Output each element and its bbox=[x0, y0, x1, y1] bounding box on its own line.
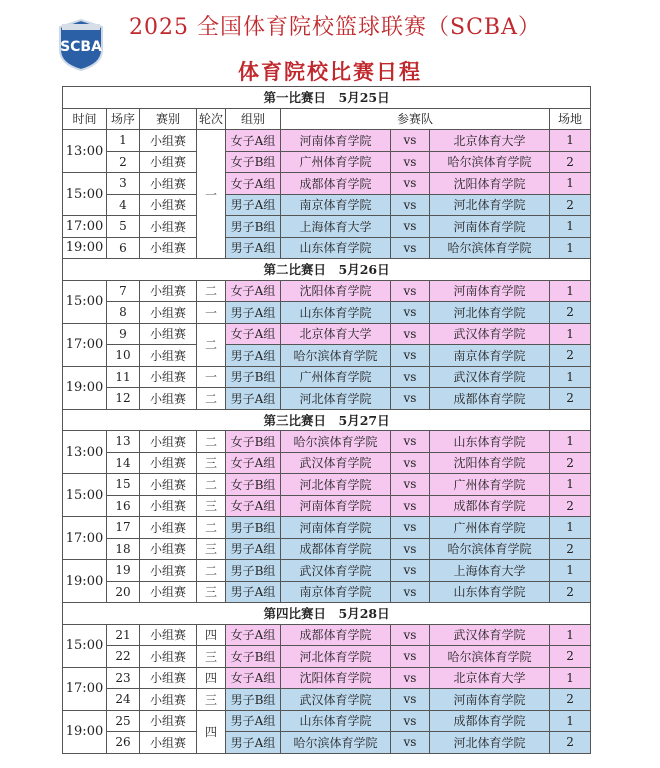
game-row bbox=[63, 280, 591, 302]
team-b: 山东体育学院 bbox=[430, 581, 550, 603]
team-b: 哈尔滨体育学院 bbox=[430, 538, 550, 560]
vs-label: vs bbox=[391, 366, 430, 388]
stage-cell: 小组赛 bbox=[140, 732, 197, 754]
game-row bbox=[63, 689, 591, 711]
game-row bbox=[63, 173, 591, 195]
time-cell: 19:00 bbox=[63, 237, 107, 259]
group-cell: 女子A组 bbox=[226, 173, 281, 195]
round-cell: 二 bbox=[197, 560, 226, 582]
team-a: 武汉体育学院 bbox=[281, 560, 391, 582]
match-number: 6 bbox=[107, 237, 140, 259]
venue-cell: 2 bbox=[550, 732, 591, 754]
stage-cell: 小组赛 bbox=[140, 517, 197, 539]
team-a: 沈阳体育学院 bbox=[281, 280, 391, 302]
match-number: 1 bbox=[107, 130, 140, 152]
vs-label: vs bbox=[391, 302, 430, 324]
venue-cell: 2 bbox=[550, 151, 591, 173]
stage-cell: 小组赛 bbox=[140, 560, 197, 582]
group-cell: 女子A组 bbox=[226, 667, 281, 689]
match-number: 23 bbox=[107, 667, 140, 689]
stage-cell: 小组赛 bbox=[140, 302, 197, 324]
team-a: 哈尔滨体育学院 bbox=[281, 732, 391, 754]
group-cell: 男子A组 bbox=[226, 581, 281, 603]
vs-label: vs bbox=[391, 474, 430, 496]
match-number: 10 bbox=[107, 345, 140, 367]
team-b: 哈尔滨体育学院 bbox=[430, 646, 550, 668]
venue-cell: 2 bbox=[550, 194, 591, 216]
match-number: 20 bbox=[107, 581, 140, 603]
team-b: 河北体育学院 bbox=[430, 302, 550, 324]
vs-label: vs bbox=[391, 237, 430, 259]
venue-cell: 1 bbox=[550, 474, 591, 496]
team-b: 哈尔滨体育学院 bbox=[430, 237, 550, 259]
team-b: 哈尔滨体育学院 bbox=[430, 151, 550, 173]
round-cell: 二 bbox=[197, 517, 226, 539]
round-cell: 三 bbox=[197, 452, 226, 474]
game-row bbox=[63, 538, 591, 560]
column-header-round: 轮次 bbox=[197, 108, 226, 130]
match-number: 7 bbox=[107, 280, 140, 302]
round-cell: 二 bbox=[197, 323, 226, 366]
match-number: 19 bbox=[107, 560, 140, 582]
match-number: 12 bbox=[107, 388, 140, 410]
stage-cell: 小组赛 bbox=[140, 345, 197, 367]
match-number: 8 bbox=[107, 302, 140, 324]
team-b: 沈阳体育学院 bbox=[430, 173, 550, 195]
team-a: 南京体育学院 bbox=[281, 194, 391, 216]
stage-cell: 小组赛 bbox=[140, 280, 197, 302]
stage-cell: 小组赛 bbox=[140, 173, 197, 195]
team-a: 河北体育学院 bbox=[281, 388, 391, 410]
game-row bbox=[63, 452, 591, 474]
game-row bbox=[63, 517, 591, 539]
stage-cell: 小组赛 bbox=[140, 667, 197, 689]
game-row bbox=[63, 366, 591, 388]
game-row bbox=[63, 581, 591, 603]
stage-cell: 小组赛 bbox=[140, 194, 197, 216]
match-number: 9 bbox=[107, 323, 140, 345]
stage-cell: 小组赛 bbox=[140, 710, 197, 732]
match-number: 17 bbox=[107, 517, 140, 539]
day-header: 第四比赛日 5月28日 bbox=[63, 603, 591, 625]
team-b: 广州体育学院 bbox=[430, 517, 550, 539]
group-cell: 女子B组 bbox=[226, 474, 281, 496]
group-cell: 女子B组 bbox=[226, 431, 281, 453]
venue-cell: 1 bbox=[550, 560, 591, 582]
svg-text:SCBA: SCBA bbox=[60, 39, 102, 55]
time-cell: 17:00 bbox=[63, 323, 107, 366]
group-cell: 女子A组 bbox=[226, 323, 281, 345]
vs-label: vs bbox=[391, 280, 430, 302]
round-cell: 三 bbox=[197, 538, 226, 560]
stage-cell: 小组赛 bbox=[140, 452, 197, 474]
venue-cell: 1 bbox=[550, 624, 591, 646]
group-cell: 女子A组 bbox=[226, 280, 281, 302]
vs-label: vs bbox=[391, 388, 430, 410]
team-b: 河北体育学院 bbox=[430, 194, 550, 216]
group-cell: 女子B组 bbox=[226, 151, 281, 173]
game-row bbox=[63, 710, 591, 732]
game-row bbox=[63, 431, 591, 453]
venue-cell: 1 bbox=[550, 323, 591, 345]
round-cell: 一 bbox=[197, 366, 226, 388]
stage-cell: 小组赛 bbox=[140, 474, 197, 496]
game-row bbox=[63, 345, 591, 367]
team-a: 武汉体育学院 bbox=[281, 689, 391, 711]
match-number: 2 bbox=[107, 151, 140, 173]
group-cell: 男子A组 bbox=[226, 388, 281, 410]
group-cell: 女子B组 bbox=[226, 646, 281, 668]
venue-cell: 2 bbox=[550, 646, 591, 668]
team-a: 河南体育学院 bbox=[281, 517, 391, 539]
group-cell: 女子A组 bbox=[226, 452, 281, 474]
round-cell: 二 bbox=[197, 280, 226, 302]
team-b: 成都体育学院 bbox=[430, 710, 550, 732]
team-a: 山东体育学院 bbox=[281, 710, 391, 732]
venue-cell: 1 bbox=[550, 237, 591, 259]
vs-label: vs bbox=[391, 689, 430, 711]
venue-cell: 1 bbox=[550, 667, 591, 689]
team-b: 南京体育学院 bbox=[430, 345, 550, 367]
game-row bbox=[63, 388, 591, 410]
game-row bbox=[63, 624, 591, 646]
stage-cell: 小组赛 bbox=[140, 581, 197, 603]
venue-cell: 1 bbox=[550, 280, 591, 302]
column-header-stage: 赛别 bbox=[140, 108, 197, 130]
stage-cell: 小组赛 bbox=[140, 216, 197, 238]
team-a: 南京体育学院 bbox=[281, 581, 391, 603]
team-b: 北京体育大学 bbox=[430, 667, 550, 689]
team-b: 上海体育大学 bbox=[430, 560, 550, 582]
venue-cell: 2 bbox=[550, 689, 591, 711]
time-cell: 15:00 bbox=[63, 474, 107, 517]
stage-cell: 小组赛 bbox=[140, 538, 197, 560]
match-number: 22 bbox=[107, 646, 140, 668]
game-row bbox=[63, 194, 591, 216]
team-a: 广州体育学院 bbox=[281, 366, 391, 388]
match-number: 3 bbox=[107, 173, 140, 195]
day-header: 第二比赛日 5月26日 bbox=[63, 259, 591, 281]
stage-cell: 小组赛 bbox=[140, 689, 197, 711]
match-number: 21 bbox=[107, 624, 140, 646]
team-b: 山东体育学院 bbox=[430, 431, 550, 453]
game-row bbox=[63, 323, 591, 345]
venue-cell: 2 bbox=[550, 538, 591, 560]
venue-cell: 1 bbox=[550, 173, 591, 195]
vs-label: vs bbox=[391, 560, 430, 582]
game-row bbox=[63, 732, 591, 754]
stage-cell: 小组赛 bbox=[140, 323, 197, 345]
column-header-group: 组别 bbox=[226, 108, 281, 130]
team-a: 山东体育学院 bbox=[281, 302, 391, 324]
schedule-table bbox=[62, 86, 591, 754]
vs-label: vs bbox=[391, 130, 430, 152]
team-a: 广州体育学院 bbox=[281, 151, 391, 173]
round-cell: 一 bbox=[197, 130, 226, 259]
vs-label: vs bbox=[391, 624, 430, 646]
group-cell: 男子B组 bbox=[226, 560, 281, 582]
column-header-venue: 场地 bbox=[550, 108, 591, 130]
vs-label: vs bbox=[391, 495, 430, 517]
game-row bbox=[63, 667, 591, 689]
group-cell: 女子A组 bbox=[226, 624, 281, 646]
time-cell: 15:00 bbox=[63, 280, 107, 323]
vs-label: vs bbox=[391, 194, 430, 216]
group-cell: 男子B组 bbox=[226, 517, 281, 539]
venue-cell: 2 bbox=[550, 452, 591, 474]
round-cell: 一 bbox=[197, 302, 226, 324]
time-cell: 19:00 bbox=[63, 366, 107, 409]
group-cell: 男子A组 bbox=[226, 732, 281, 754]
round-cell: 二 bbox=[197, 474, 226, 496]
venue-cell: 2 bbox=[550, 495, 591, 517]
group-cell: 男子B组 bbox=[226, 366, 281, 388]
time-cell: 15:00 bbox=[63, 624, 107, 667]
venue-cell: 2 bbox=[550, 581, 591, 603]
team-a: 武汉体育学院 bbox=[281, 452, 391, 474]
team-a: 河南体育学院 bbox=[281, 495, 391, 517]
match-number: 5 bbox=[107, 216, 140, 238]
vs-label: vs bbox=[391, 323, 430, 345]
team-b: 广州体育学院 bbox=[430, 474, 550, 496]
team-b: 河南体育学院 bbox=[430, 216, 550, 238]
team-b: 沈阳体育学院 bbox=[430, 452, 550, 474]
group-cell: 男子A组 bbox=[226, 302, 281, 324]
stage-cell: 小组赛 bbox=[140, 495, 197, 517]
round-cell: 三 bbox=[197, 689, 226, 711]
vs-label: vs bbox=[391, 151, 430, 173]
group-cell: 男子B组 bbox=[226, 689, 281, 711]
venue-cell: 1 bbox=[550, 216, 591, 238]
round-cell: 三 bbox=[197, 581, 226, 603]
match-number: 18 bbox=[107, 538, 140, 560]
vs-label: vs bbox=[391, 452, 430, 474]
column-header-time: 时间 bbox=[63, 108, 107, 130]
team-a: 沈阳体育学院 bbox=[281, 667, 391, 689]
team-a: 河北体育学院 bbox=[281, 646, 391, 668]
match-number: 24 bbox=[107, 689, 140, 711]
match-number: 25 bbox=[107, 710, 140, 732]
stage-cell: 小组赛 bbox=[140, 624, 197, 646]
venue-cell: 1 bbox=[550, 710, 591, 732]
game-row bbox=[63, 474, 591, 496]
team-a: 成都体育学院 bbox=[281, 173, 391, 195]
team-b: 成都体育学院 bbox=[430, 388, 550, 410]
team-a: 上海体育大学 bbox=[281, 216, 391, 238]
stage-cell: 小组赛 bbox=[140, 151, 197, 173]
team-b: 武汉体育学院 bbox=[430, 624, 550, 646]
match-number: 11 bbox=[107, 366, 140, 388]
page-subtitle: 体育院校比赛日程 bbox=[238, 59, 422, 84]
group-cell: 女子A组 bbox=[226, 130, 281, 152]
game-row bbox=[63, 302, 591, 324]
stage-cell: 小组赛 bbox=[140, 130, 197, 152]
team-a: 哈尔滨体育学院 bbox=[281, 345, 391, 367]
stage-cell: 小组赛 bbox=[140, 237, 197, 259]
group-cell: 男子A组 bbox=[226, 345, 281, 367]
time-cell: 13:00 bbox=[63, 431, 107, 474]
time-cell: 17:00 bbox=[63, 517, 107, 560]
game-row bbox=[63, 495, 591, 517]
match-number: 26 bbox=[107, 732, 140, 754]
round-cell: 四 bbox=[197, 624, 226, 646]
venue-cell: 1 bbox=[550, 431, 591, 453]
round-cell: 四 bbox=[197, 710, 226, 753]
match-number: 14 bbox=[107, 452, 140, 474]
match-number: 13 bbox=[107, 431, 140, 453]
group-cell: 男子A组 bbox=[226, 710, 281, 732]
column-header-teams: 参赛队 bbox=[281, 108, 550, 130]
day-header: 第一比赛日 5月25日 bbox=[63, 87, 591, 109]
team-b: 河南体育学院 bbox=[430, 689, 550, 711]
time-cell: 17:00 bbox=[63, 216, 107, 238]
team-b: 武汉体育学院 bbox=[430, 323, 550, 345]
team-b: 北京体育大学 bbox=[430, 130, 550, 152]
game-row bbox=[63, 560, 591, 582]
game-row bbox=[63, 237, 591, 259]
stage-cell: 小组赛 bbox=[140, 431, 197, 453]
game-row bbox=[63, 130, 591, 152]
group-cell: 男子A组 bbox=[226, 538, 281, 560]
team-b: 成都体育学院 bbox=[430, 495, 550, 517]
team-a: 河北体育学院 bbox=[281, 474, 391, 496]
match-number: 4 bbox=[107, 194, 140, 216]
group-cell: 男子A组 bbox=[226, 237, 281, 259]
stage-cell: 小组赛 bbox=[140, 388, 197, 410]
game-row bbox=[63, 646, 591, 668]
vs-label: vs bbox=[391, 173, 430, 195]
team-a: 成都体育学院 bbox=[281, 538, 391, 560]
stage-cell: 小组赛 bbox=[140, 366, 197, 388]
page-title: 2025 全国体育院校篮球联赛（SCBA） bbox=[129, 15, 541, 40]
vs-label: vs bbox=[391, 732, 430, 754]
stage-cell: 小组赛 bbox=[140, 646, 197, 668]
game-row bbox=[63, 216, 591, 238]
vs-label: vs bbox=[391, 581, 430, 603]
team-a: 山东体育学院 bbox=[281, 237, 391, 259]
group-cell: 男子B组 bbox=[226, 216, 281, 238]
venue-cell: 2 bbox=[550, 345, 591, 367]
vs-label: vs bbox=[391, 667, 430, 689]
team-a: 河南体育学院 bbox=[281, 130, 391, 152]
time-cell: 19:00 bbox=[63, 560, 107, 603]
vs-label: vs bbox=[391, 345, 430, 367]
vs-label: vs bbox=[391, 710, 430, 732]
venue-cell: 1 bbox=[550, 517, 591, 539]
team-b: 河北体育学院 bbox=[430, 732, 550, 754]
match-number: 16 bbox=[107, 495, 140, 517]
venue-cell: 1 bbox=[550, 130, 591, 152]
vs-label: vs bbox=[391, 538, 430, 560]
round-cell: 二 bbox=[197, 431, 226, 453]
time-cell: 15:00 bbox=[63, 173, 107, 216]
team-b: 武汉体育学院 bbox=[430, 366, 550, 388]
day-header: 第三比赛日 5月27日 bbox=[63, 409, 591, 431]
round-cell: 三 bbox=[197, 646, 226, 668]
match-number: 15 bbox=[107, 474, 140, 496]
venue-cell: 1 bbox=[550, 366, 591, 388]
vs-label: vs bbox=[391, 216, 430, 238]
group-cell: 男子A组 bbox=[226, 194, 281, 216]
team-a: 成都体育学院 bbox=[281, 624, 391, 646]
time-cell: 19:00 bbox=[63, 710, 107, 753]
team-b: 河南体育学院 bbox=[430, 280, 550, 302]
vs-label: vs bbox=[391, 646, 430, 668]
round-cell: 四 bbox=[197, 667, 226, 689]
time-cell: 13:00 bbox=[63, 130, 107, 173]
column-header-match-no: 场序 bbox=[107, 108, 140, 130]
venue-cell: 2 bbox=[550, 388, 591, 410]
vs-label: vs bbox=[391, 431, 430, 453]
round-cell: 三 bbox=[197, 495, 226, 517]
round-cell: 二 bbox=[197, 388, 226, 410]
team-a: 北京体育大学 bbox=[281, 323, 391, 345]
team-a: 哈尔滨体育学院 bbox=[281, 431, 391, 453]
group-cell: 女子A组 bbox=[226, 495, 281, 517]
game-row bbox=[63, 151, 591, 173]
venue-cell: 2 bbox=[550, 302, 591, 324]
time-cell: 17:00 bbox=[63, 667, 107, 710]
vs-label: vs bbox=[391, 517, 430, 539]
